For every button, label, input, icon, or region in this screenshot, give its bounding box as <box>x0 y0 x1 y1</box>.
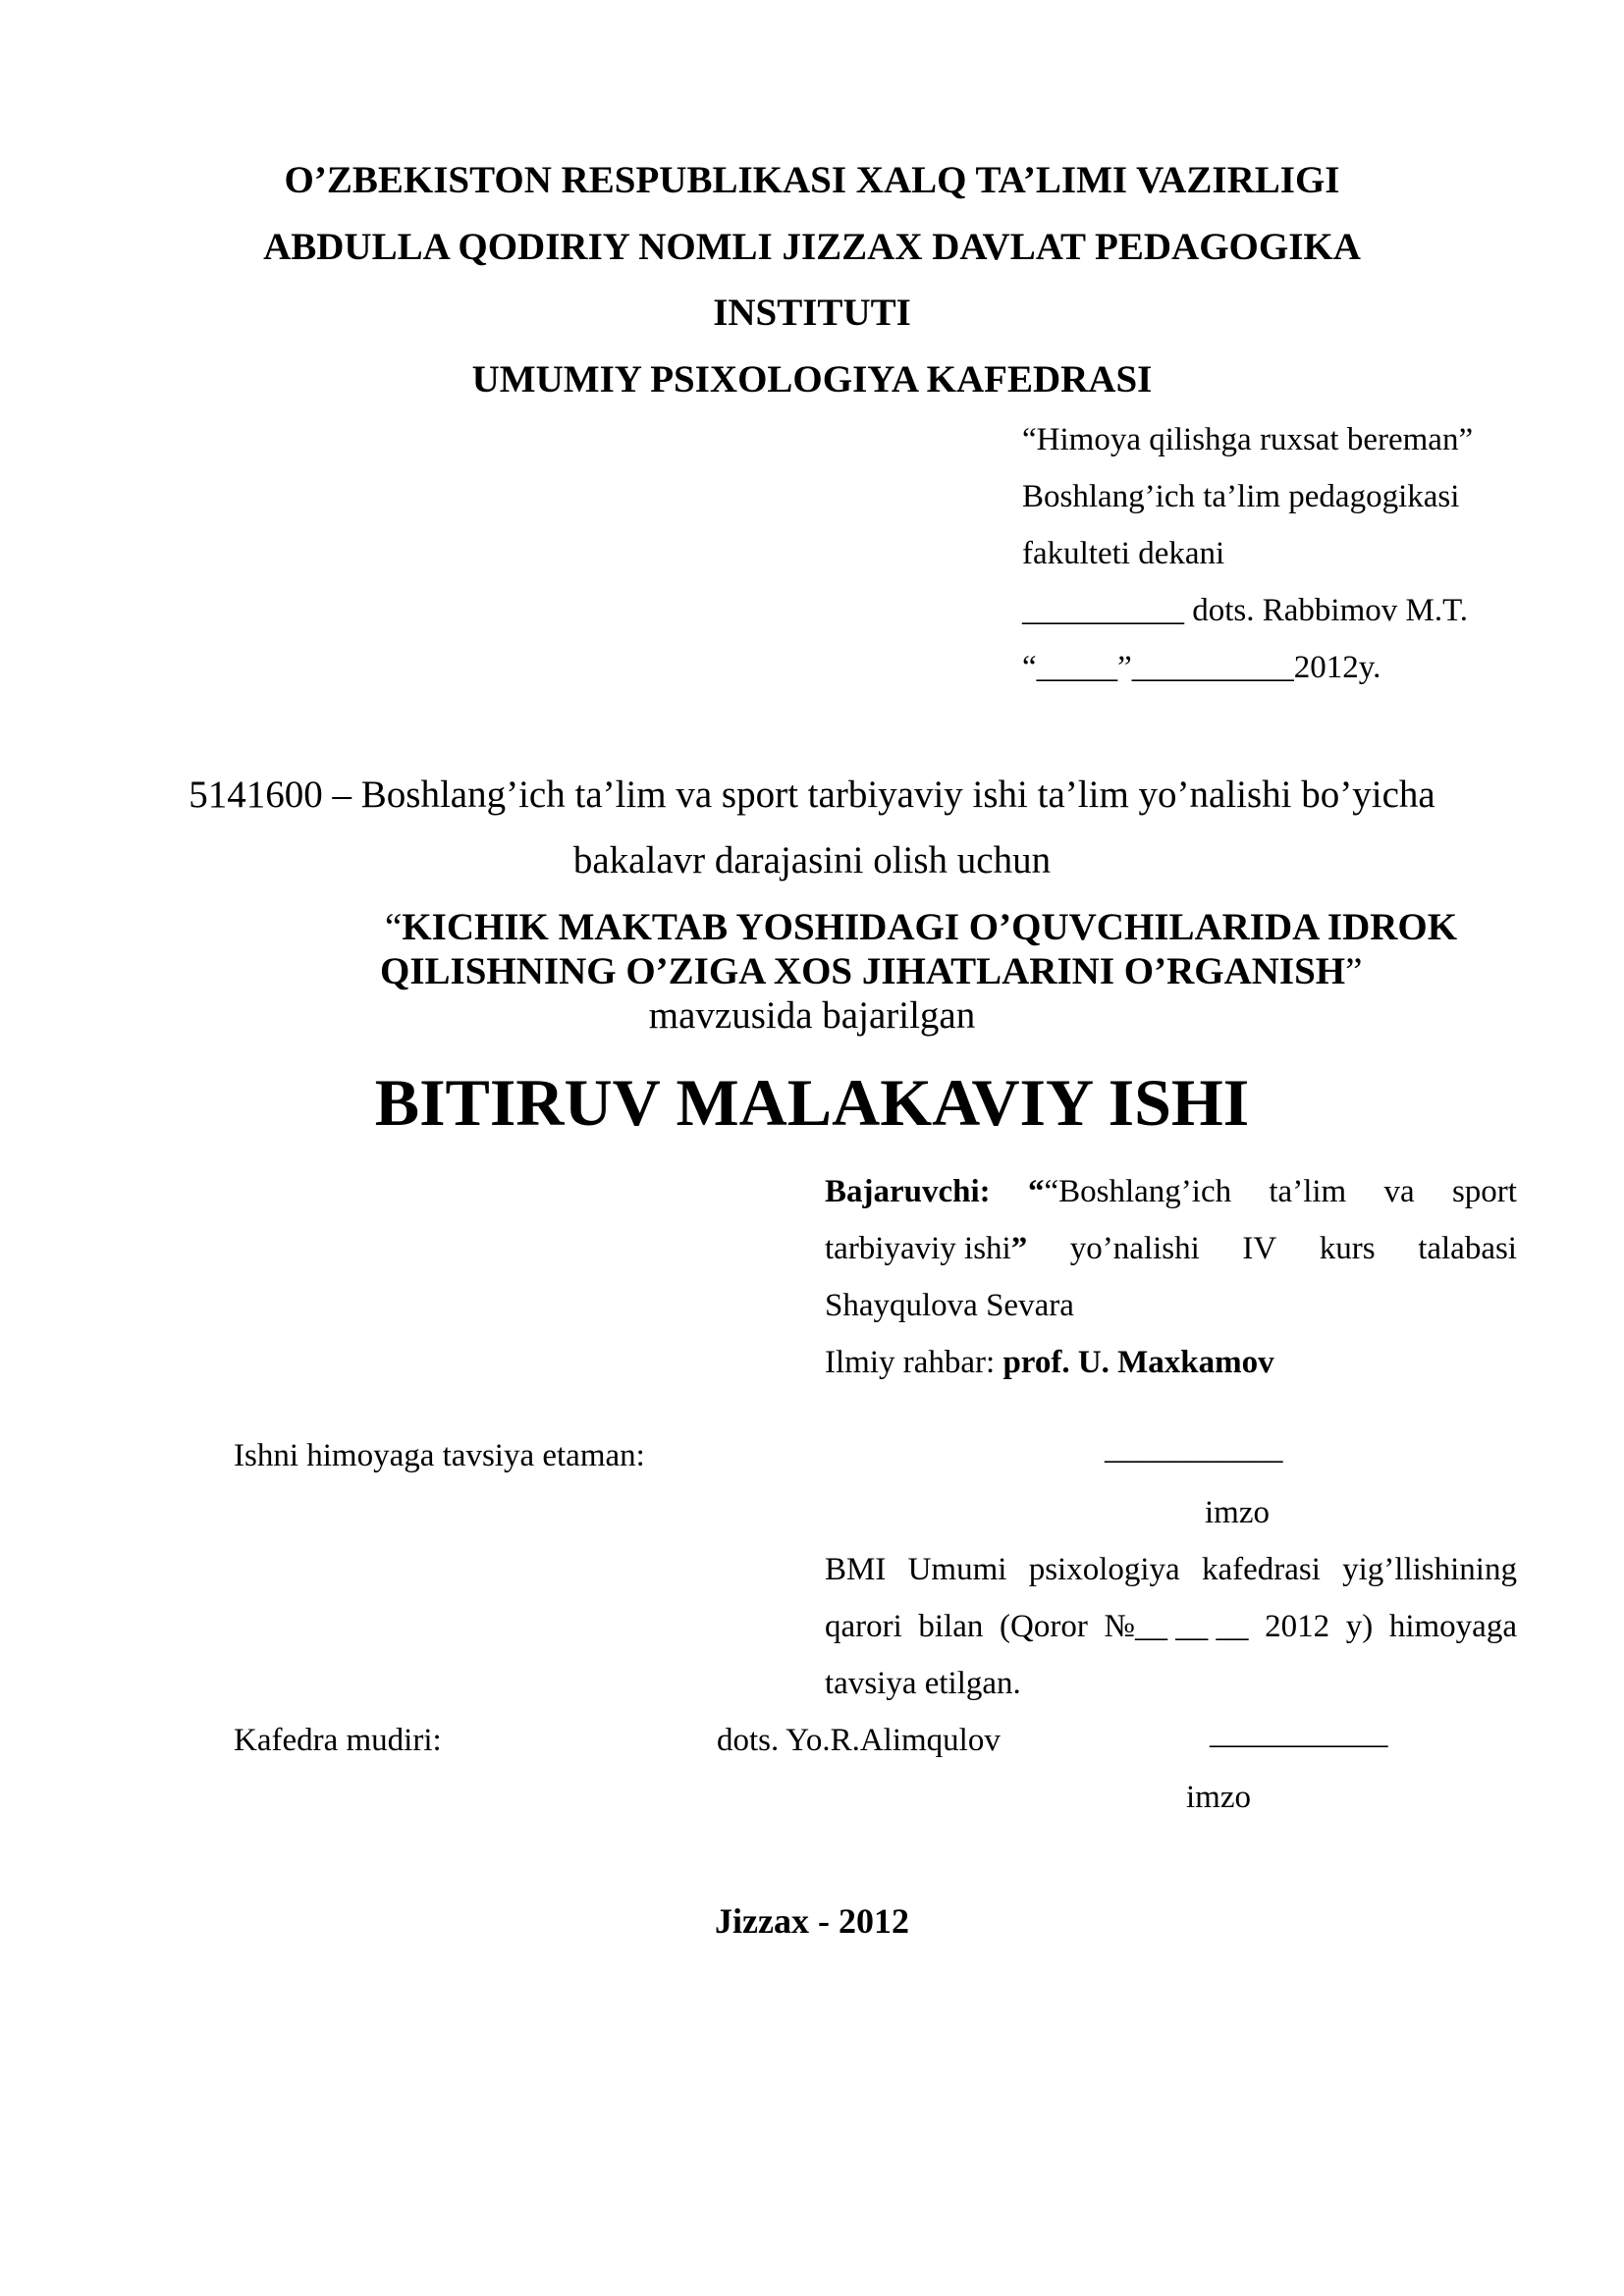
performer-word: kurs <box>1319 1231 1376 1266</box>
topic-line1 <box>385 908 1457 946</box>
institute-title-line2: INSTITUTI <box>713 292 911 334</box>
institute-title-line1: ABDULLA QODIRIY NOMLI JIZZAX DAVLAT PEDAGOGIKA <box>263 226 1361 268</box>
performer-word: tarbiyaviy ishi” <box>825 1231 1028 1266</box>
approval-date-line: “_____”__________2012y. <box>1022 650 1381 685</box>
approval-signature-line: __________ dots. Rabbimov M.T. <box>1022 593 1469 628</box>
recommend-signature-caption: imzo <box>1205 1495 1270 1530</box>
recommend-signature-line: ___________ <box>1105 1431 1283 1467</box>
performer-line2 <box>825 1233 1517 1265</box>
performer-word: ta’lim <box>1269 1174 1347 1209</box>
head-of-dept-signature-line: ___________ <box>1210 1716 1388 1751</box>
decision-word: 2012 <box>1265 1609 1330 1644</box>
decision-line1 <box>825 1554 1517 1586</box>
decision-line2 <box>825 1611 1517 1643</box>
head-of-dept-label: Kafedra mudiri: <box>234 1723 442 1758</box>
decision-word: y) <box>1345 1609 1374 1644</box>
topic-suffix: mavzusida bajarilgan <box>648 994 976 1037</box>
supervisor-line <box>825 1347 1274 1379</box>
head-of-dept-signature-caption: imzo <box>1186 1780 1251 1815</box>
decision-word: bilan <box>918 1609 984 1644</box>
head-of-dept-name: dots. Yo.R.Alimqulov <box>717 1723 1001 1758</box>
performer-word: yo’nalishi <box>1069 1231 1200 1266</box>
performer-name: Shayqulova Sevara <box>825 1288 1074 1323</box>
supervisor-name: prof. U. Maxkamov <box>1002 1345 1274 1380</box>
performer-word: talabasi <box>1418 1231 1517 1266</box>
decision-word: Umumi <box>907 1552 1007 1587</box>
ministry-title: O’ZBEKISTON RESPUBLIKASI XALQ TA’LIMI VAZIRLIGI <box>284 159 1340 201</box>
performer-word: IV <box>1242 1231 1277 1266</box>
supervisor-label: Ilmiy rahbar: <box>825 1345 996 1380</box>
direction-line2: bakalavr darajasini olish uchun <box>572 839 1052 881</box>
decision-word: qarori <box>825 1609 902 1644</box>
approval-line1: “Himoya qilishga ruxsat bereman” <box>1022 422 1474 457</box>
performer-label: Bajaruvchi: <box>825 1174 991 1209</box>
topic-close-quote: ” <box>1345 950 1363 992</box>
decision-word: psixologiya <box>1028 1552 1180 1587</box>
approval-line3: fakulteti dekani <box>1022 536 1225 571</box>
direction-line1: 5141600 – Boshlang’ich ta’lim va sport tarbiyaviy ishi ta’lim yo’nalishi bo’yicha <box>189 774 1435 816</box>
decision-word: yig’llishining <box>1342 1552 1517 1587</box>
work-type-title: BITIRUV MALAKAVIY ISHI <box>374 1065 1250 1140</box>
decision-word: himoyaga <box>1388 1609 1517 1644</box>
decision-word: (Qoror <box>1000 1609 1088 1644</box>
topic-line1-text: KICHIK MAKTAB YOSHIDAGI O’QUVCHILARIDA IDROK <box>402 906 1458 948</box>
performer-word: sport <box>1451 1174 1517 1209</box>
decision-word: BMI <box>825 1552 887 1587</box>
topic-line2 <box>380 952 1362 990</box>
topic-line2-text: QILISHNING O’ZIGA XOS JIHATLARINI O’RGANISH <box>380 950 1346 992</box>
decision-word: №__ __ __ <box>1104 1609 1249 1644</box>
approval-line2: Boshlang’ich ta’lim pedagogikasi <box>1022 479 1460 514</box>
decision-word: kafedrasi <box>1201 1552 1321 1587</box>
performer-word: va <box>1383 1174 1415 1209</box>
topic-open-quote: “ <box>385 906 403 948</box>
department-title: UMUMIY PSIXOLOGIYA KAFEDRASI <box>471 358 1153 400</box>
performer-word: ““Boshlang’ich <box>1027 1174 1232 1209</box>
recommend-label: Ishni himoyaga tavsiya etaman: <box>234 1438 645 1473</box>
decision-line3: tavsiya etilgan. <box>825 1666 1021 1701</box>
performer-line1 <box>825 1176 1517 1208</box>
place-and-year: Jizzax - 2012 <box>715 1901 909 1941</box>
